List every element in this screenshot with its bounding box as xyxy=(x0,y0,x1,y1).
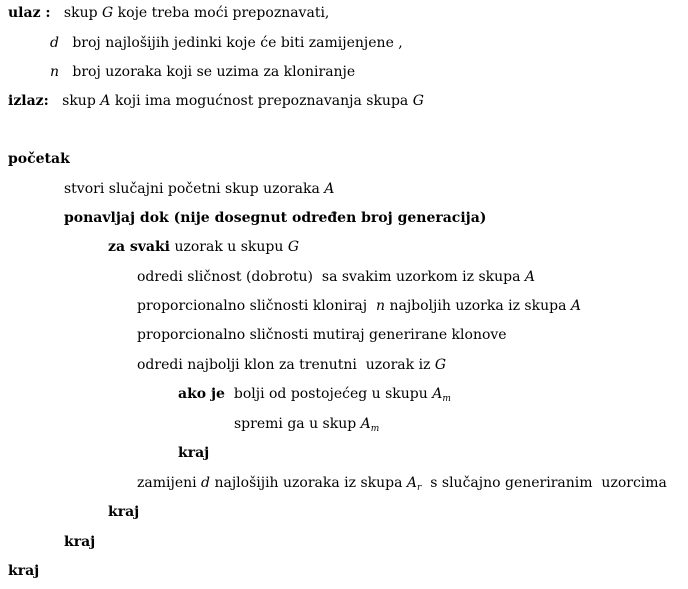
input-line-n xyxy=(50,63,355,81)
step4-var: G xyxy=(434,357,447,373)
step2-var2: A xyxy=(570,298,581,314)
input-n-var: n xyxy=(50,64,60,80)
end-repeat-keyword: kraj xyxy=(64,534,96,550)
replace-var2: A xyxy=(406,475,418,491)
step2-var: n xyxy=(375,298,386,314)
step1-var: A xyxy=(524,269,536,285)
output-post: koji ima mogućnost prepoznavanja skupa xyxy=(110,93,413,109)
end-keyword: kraj xyxy=(8,563,40,579)
input-set-var: G xyxy=(102,5,114,21)
input-label: ulaz : xyxy=(8,5,51,21)
then-var: A xyxy=(360,416,371,432)
then-line xyxy=(234,415,379,433)
end-if-keyword: kraj xyxy=(178,445,210,461)
step4-line xyxy=(137,356,446,374)
replace-sub: r xyxy=(417,483,422,493)
replace-post: s slučajno generiranim uzorcima xyxy=(421,475,667,491)
create-text: stvori slučajni početni skup uzoraka xyxy=(64,181,325,197)
foreach-keyword: za svaki xyxy=(108,239,171,255)
if-text: bolji od postojećeg u skupu xyxy=(224,386,433,402)
output-var: A xyxy=(100,93,111,109)
then-sub: m xyxy=(370,424,380,434)
output-var2: G xyxy=(412,93,424,109)
input-n-text: broj uzoraka koji se uzima za kloniranje xyxy=(72,64,356,80)
step2-pre: proporcionalno sličnosti kloniraj xyxy=(137,298,376,314)
if-keyword: ako je xyxy=(178,386,225,402)
replace-pre: zamijeni xyxy=(137,475,202,491)
end-foreach-keyword: kraj xyxy=(108,504,140,520)
if-sub: m xyxy=(442,394,451,404)
replace-line xyxy=(137,474,667,492)
create-var: A xyxy=(324,181,335,197)
step2-post: najboljih uzorka iz skupa xyxy=(385,298,571,314)
replace-mid: najlošijih uzoraka iz skupa xyxy=(210,475,407,491)
input-set-post: koje treba moći prepoznavati, xyxy=(113,5,330,21)
foreach-var: G xyxy=(287,239,300,255)
step2-line xyxy=(137,297,581,315)
then-text: spremi ga u skup xyxy=(234,416,361,432)
input-line-set xyxy=(8,4,329,22)
step1-line xyxy=(137,268,535,286)
output-label: izlaz: xyxy=(8,93,49,109)
input-d-var: d xyxy=(50,35,59,51)
replace-var: d xyxy=(201,475,211,491)
step4-text: odredi najbolji klon za trenutni uzorak iz xyxy=(137,357,435,373)
input-d-text: broj najlošijih jedinki koje će biti zamijenjene , xyxy=(72,35,403,51)
input-line-d xyxy=(50,34,403,52)
output-line xyxy=(8,92,424,110)
if-line xyxy=(178,385,451,403)
step3-line: proporcionalno sličnosti mutiraj generirane klonove xyxy=(137,327,507,343)
input-set-pre: skup xyxy=(63,5,103,21)
repeat-line: ponavljaj dok (nije dosegnut određen broj generacija) xyxy=(64,210,487,226)
foreach-line xyxy=(108,238,299,256)
if-var: A xyxy=(432,386,443,402)
create-line xyxy=(64,180,334,198)
foreach-text: uzorak u skupu xyxy=(170,239,288,255)
begin-keyword: početak xyxy=(8,151,70,167)
step1-text: odredi sličnost (dobrotu) sa svakim uzorkom iz skupa xyxy=(137,269,525,285)
output-pre: skup xyxy=(62,93,101,109)
